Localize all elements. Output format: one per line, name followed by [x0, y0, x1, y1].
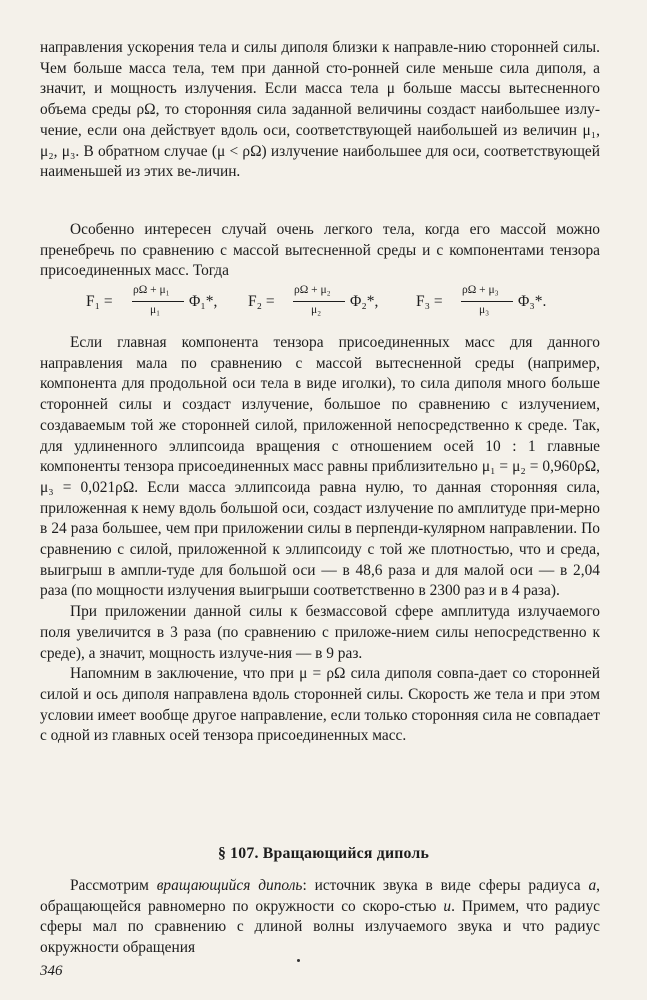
fraction-bar	[461, 301, 513, 302]
formula-f2-numerator: ρΩ + μ₂	[294, 284, 331, 296]
formula-f1-numerator: ρΩ + μ₁	[133, 284, 170, 296]
page-number: 346	[40, 963, 63, 979]
section-heading: § 107. Вращающийся диполь	[217, 845, 430, 862]
paragraph: При приложении данной силы к безмассовой сфере амплитуда излучаемого поля увеличится в 3 раза (по сравнению с приложе-нием силы непосредственно к среде), а значит, мощность излуче-ния — в 9 раз.	[40, 603, 600, 662]
paragraphs-main	[40, 333, 600, 747]
emphasis: a	[588, 877, 597, 894]
text-run: , обращающейся равномерно по окружности со скоро-стью	[40, 877, 601, 915]
paragraph: Напомним в заключение, что при μ = ρΩ сила диполя совпа-дает со сторонней силой и ось диполя направлена вдоль сторонней силы. Скорость же тела и при этом условии имеет вообще другое направление, если только сторонняя сила не совпадает с одной из главных осей тензора присоединенных масс.	[40, 665, 600, 745]
text-run: Рассмотрим	[70, 877, 157, 894]
formula-f1-denominator: μ₁	[150, 304, 161, 316]
paragraph-continued	[40, 38, 600, 183]
formula-f3-numerator: ρΩ + μ₃	[462, 284, 499, 296]
formula-f2-lhs: F₂ =	[248, 293, 275, 310]
text-run: . Примем, что радиус сферы мал по сравнению с длиной волны излучаемого звука и что радиус окружности обращения	[40, 897, 600, 957]
formula-f3-denominator: μ₃	[479, 304, 490, 316]
formula-f2-denominator: μ₂	[311, 304, 322, 316]
fraction-bar	[132, 301, 184, 302]
text-run: : источник звука в виде сферы радиуса	[302, 877, 589, 894]
paragraph	[40, 876, 600, 959]
formula-forces	[86, 284, 586, 324]
emphasis: вращающийся диполь	[156, 877, 303, 894]
formula-f2-phi: Φ₂*,	[350, 293, 379, 310]
paragraph-rotating-dipole	[40, 876, 600, 959]
paragraph-light-body	[40, 220, 600, 282]
paragraph: направления ускорения тела и силы диполя близки к направле-нию сторонней силы. Чем больше масса тела, тем при данной сто-ронней силе меньше сила диполя, а значит, и мощность излучения. Если масса тела μ больше массы вытесненного объема среды ρΩ, то сторонняя сила заданной величины создаст наибольшее излу-чение, если она действует вдоль оси, соответствующей наибольшей из величин μ₁, μ₂, μ₃. В обратном случае (μ < ρΩ) излучение наибольшее для оси, соответствующей наименьшей из этих ве-личин.	[40, 39, 600, 181]
formula-f1-lhs: F₁ =	[86, 293, 113, 310]
fraction-bar	[293, 301, 345, 302]
paragraph: Особенно интересен случай очень легкого тела, когда его массой можно пренебречь по сравнению с массой вытесненной среды и с компонентами тензора присоединенных масс. Тогда	[40, 221, 600, 280]
emphasis: u	[443, 897, 452, 915]
formula-f3-phi: Φ₃*.	[518, 293, 547, 310]
formula-f3-lhs: F₃ =	[416, 293, 443, 310]
paragraph: Если главная компонента тензора присоединенных масс для данного направления мала по сравнению с массой вытесненной среды (например, компонента для продольной оси тела в виде иголки), то сила диполя много больше сторонней силы и создаст излучение, большое по сравнению с излучением, создаваемым той же сторонней силой, приложенной непосредственно к среде. Так, для удлиненного эллипсоида вращения с отношением осей 10 : 1 главные компоненты тензора присоединенных масс равны приблизительно μ₁ = μ₂ = 0,960ρΩ, μ₃ = 0,021ρΩ. Если масса эллипсоида равна нулю, то данная сторонняя сила, приложенная к нему вдоль большой оси, создаст излучение по амплитуде при-мерно в 24 раза большее, чем при приложении силы в перпенди-кулярном направлении. По сравнению с силой, приложенной к эллипсоиду с той же плотностью, что и среда, выигрыш в ампли-туде для большой оси — в 48,6 раза и для малой оси — в 2,04 раза (по мощности излучения выигрыши соответственно в 2300 раз и в 4 раза).	[40, 334, 600, 600]
print-mark	[297, 959, 300, 962]
formula-f1-phi: Φ₁*,	[189, 293, 218, 310]
